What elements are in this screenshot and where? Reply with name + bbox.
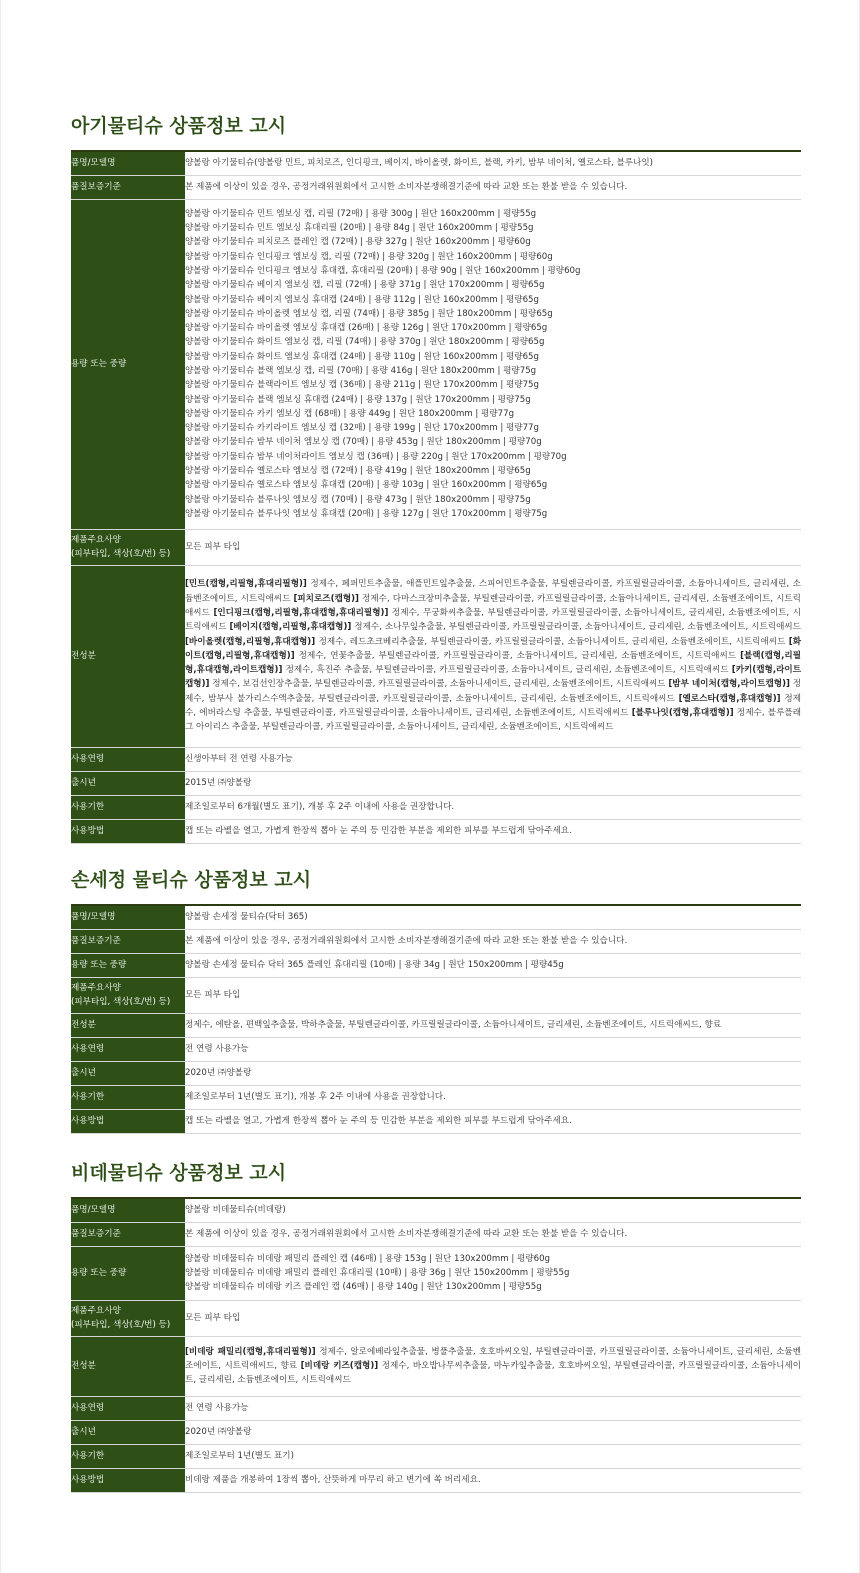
spec-line: 양볼랑 아기물티슈 바이올렛 엠보싱 휴대캡 (26매) | 용량 126g | 원단 170x200mm | 평량65g	[185, 323, 548, 334]
variant-heading: [바이올렛(캡형,리필형,휴대캡형)]	[185, 636, 316, 647]
row-label: 사용연령	[71, 1396, 185, 1420]
spec-line: 양볼랑 아기물티슈 블루나잇 엠보싱 캡 (70매) | 용량 473g | 원단 180x200mm | 평량75g	[185, 494, 531, 505]
row-value: 비데랑 제품을 개봉하여 1장씩 뽑아, 산뜻하게 마무리 하고 변기에 쏙 버리세요.	[185, 1468, 801, 1492]
info-row	[71, 953, 801, 977]
row-label: 사용연령	[71, 747, 185, 771]
row-value: 제조일로부터 1년(별도 표기)	[185, 1444, 801, 1468]
ingredient-list: 정제수, 에버라스팅 추출물, 부틸렌글라이콜, 카프릴릴글라이콜, 소듐아니세이트, 글리세린, 소듐벤조에이트, 시트릭애씨드	[185, 693, 801, 719]
row-label: 제품주요사양 (피부타입, 색상(호/번) 등)	[71, 977, 185, 1013]
info-row	[71, 1300, 801, 1336]
row-value: 2020년 ㈜양볼랑	[185, 1061, 801, 1085]
row-label: 사용방법	[71, 819, 185, 843]
info-row	[71, 1013, 801, 1037]
variant-heading: [카키(캡형,라이트캡형)]	[185, 665, 801, 690]
variant-heading: [옐로스타(캡형,휴대캡형)]	[678, 693, 781, 704]
row-value: 양볼랑 손세정 물티슈 닥터 365 플레인 휴대리필 (10매) | 용량 34g | 원단 150x200mm | 평량45g	[185, 953, 801, 977]
info-row	[71, 977, 801, 1013]
info-row	[71, 1109, 801, 1133]
spec-line: 양볼랑 아기물티슈 민트 엠보싱 캡, 리필 (72매) | 용량 300g | 원단 160x200mm | 평량55g	[185, 208, 537, 219]
section-title: 손세정 물티슈 상품정보 고시	[71, 869, 312, 891]
row-label: 전성분	[71, 1013, 185, 1037]
row-value: 본 제품에 이상이 있을 경우, 공정거래위원회에서 고시한 소비자분쟁해결기준에 따라 교환 또는 환불 받을 수 있습니다.	[185, 1222, 801, 1246]
ingredient-list: 정제수, 바오밥나무씨추출물, 마누카잎추출물, 호호바씨오일, 부틸렌글라이콜, 카프릴릴글라이콜, 소듐아니세이트, 글리세린, 소듐벤조에이트, 시트릭애씨드	[185, 1360, 801, 1386]
row-value	[185, 565, 801, 747]
row-label: 사용방법	[71, 1109, 185, 1133]
row-label: 출시년	[71, 771, 185, 795]
spec-line: 양볼랑 아기물티슈 베이지 엠보싱 휴대캡 (24매) | 용량 112g | 원단 160x200mm | 평량65g	[185, 294, 539, 305]
row-label: 품질보증기준	[71, 175, 185, 199]
row-label: 사용방법	[71, 1468, 185, 1492]
row-value: 제조일로부터 6개월(별도 표기), 개봉 후 2주 이내에 사용을 권장합니다.	[185, 795, 801, 819]
ingredients-text	[185, 577, 801, 734]
variant-heading: [화이트(캡형,리필형,휴대캡형)]	[185, 636, 801, 661]
row-value: 양볼랑 손세정 물티슈(닥터 365)	[185, 905, 801, 929]
info-row	[71, 529, 801, 565]
spec-line: 양볼랑 아기물티슈 바이올렛 엠보싱 캡, 리필 (74매) | 용량 385g | 원단 180x200mm | 평량65g	[185, 308, 553, 319]
variant-heading: [밤부 네이처(캡형,라이트캡형)]	[668, 679, 790, 690]
row-value	[185, 199, 801, 529]
row-value: 전 연령 사용가능	[185, 1396, 801, 1420]
info-row	[71, 1246, 801, 1300]
row-value: 양볼랑 아기물티슈(양볼랑 민트, 피치로즈, 인디핑크, 베이지, 바이올렛, 화이트, 블랙, 카키, 밤부 네이처, 옐로스타, 블루나잇)	[185, 151, 801, 175]
row-value: 2020년 ㈜양볼랑	[185, 1420, 801, 1444]
spec-line: 양볼랑 아기물티슈 블랙라이트 엠보싱 캡 (36매) | 용량 211g | 원단 170x200mm | 평량75g	[185, 380, 539, 391]
ingredient-list: 정제수, 흑진주 추출물, 부틸렌글라이콜, 카프릴릴글라이콜, 소듐아니세이트, 글리세린, 소듐벤조에이트, 시트릭애씨드	[282, 665, 732, 676]
row-label: 용량 또는 중량	[71, 199, 185, 529]
spec-line: 양볼랑 아기물티슈 민트 엠보싱 휴대리필 (20매) | 용량 84g | 원단 160x200mm | 평량55g	[185, 223, 534, 234]
ingredient-list: 정제수, 무궁화씨추출물, 부틸렌글라이콜, 카프릴릴글라이콜, 소듐아니세이트, 글리세린, 소듐벤조에이트, 시트릭애씨드	[185, 607, 801, 633]
section-title: 아기물티슈 상품정보 고시	[71, 115, 287, 137]
ingredient-list: 정제수, 연꽃추출물, 부틸렌글라이콜, 카프릴릴글라이콜, 소듐아니세이트, 글리세린, 소듐벤조에이트, 시트릭애씨드	[294, 650, 741, 661]
info-row	[71, 1336, 801, 1396]
spec-line: 양볼랑 아기물티슈 옐로스타 엠보싱 캡 (72매) | 용량 419g | 원단 180x200mm | 평량65g	[185, 466, 531, 477]
row-value: 모든 피부 타입	[185, 529, 801, 565]
row-value	[185, 1246, 801, 1300]
spec-line: 양볼랑 아기물티슈 옐로스타 엠보싱 휴대캡 (20매) | 용량 103g | 원단 160x200mm | 평량65g	[185, 480, 548, 491]
row-label: 제품주요사양 (피부타입, 색상(호/번) 등)	[71, 1300, 185, 1336]
row-value: 신생아부터 전 연령 사용가능	[185, 747, 801, 771]
info-row	[71, 565, 801, 747]
row-value: 정제수, 에탄올, 편백잎추출물, 박하추출물, 부틸렌글라이콜, 카프릴릴글라이콜, 소듐아니세이트, 글리세린, 소듐벤조에이트, 시트릭애씨드, 향료	[185, 1013, 801, 1037]
info-row	[71, 747, 801, 771]
row-label: 사용기한	[71, 795, 185, 819]
variant-heading: [베이지(캡형,리필형,휴대캡형)]	[229, 622, 352, 633]
ingredient-list: 정제수, 보검선인장추출물, 부틸렌글라이콜, 카프릴릴글라이콜, 소듐아니세이트, 글리세린, 소듐벤조에이트, 시트릭애씨드	[209, 679, 669, 690]
ingredient-list: 정제수, 알로에베라잎추출물, 병풀추출물, 호호바씨오일, 부틸렌글라이콜, 카프릴릴글라이콜, 소듐아니세이트, 글리세린, 소듐벤조에이트, 시트릭애씨드, 향료	[185, 1346, 801, 1371]
info-row	[71, 1444, 801, 1468]
ingredient-list: 정제수, 페퍼민트추출물, 애플민트잎추출물, 스피어민트추출물, 부틸렌글라이콜, 카프릴릴글라이콜, 소듐아니세이트, 글리세린, 소듐벤조에이트, 시트릭애씨드	[185, 579, 801, 604]
spec-line: 양볼랑 아기물티슈 화이트 엠보싱 캡, 리필 (74매) | 용량 370g | 원단 180x200mm | 평량65g	[185, 337, 545, 348]
variant-heading: [비데랑 패밀리(캡형,휴대리필형)]	[185, 1346, 316, 1357]
row-label: 품명/모델명	[71, 151, 185, 175]
info-row	[71, 1468, 801, 1492]
ingredient-list: 정제수, 밤부사 불가리스수액추출물, 부틸렌글라이콜, 카프릴릴글라이콜, 소듐아니세이트, 글리세린, 소듐벤조에이트, 시트릭애씨드	[185, 679, 801, 704]
row-label: 출시년	[71, 1420, 185, 1444]
row-label: 사용기한	[71, 1444, 185, 1468]
spec-line: 양볼랑 아기물티슈 밤부 네이처라이트 엠보싱 캡 (36매) | 용량 220g | 원단 170x200mm | 평량70g	[185, 451, 567, 462]
ingredients-text	[185, 1345, 801, 1388]
row-value: 양볼랑 비데물티슈(비데랑)	[185, 1198, 801, 1222]
variant-heading: [블랙(캡형,리필형,휴대캡형,라이트캡형)]	[185, 650, 801, 676]
spec-lines	[185, 207, 801, 522]
spec-lines	[185, 1252, 801, 1295]
info-row	[71, 795, 801, 819]
ingredient-list: 정제수, 다마스크장미추출물, 부틸렌글라이콜, 카프릴릴글라이콜, 소듐아니세이트, 글리세린, 소듐벤조에이트, 시트릭애씨드	[185, 593, 801, 618]
spec-line: 양볼랑 아기물티슈 카키 엠보싱 캡 (68매) | 용량 449g | 원단 180x200mm | 평량77g	[185, 408, 515, 419]
variant-heading: [민트(캡형,리필형,휴대리필형)]	[185, 579, 307, 590]
info-row	[71, 1420, 801, 1444]
row-value: 2015년 ㈜양볼랑	[185, 771, 801, 795]
spec-line: 양볼랑 비데물티슈 비데랑 키즈 플레인 캡 (46매) | 용량 140g | 원단 130x200mm | 평량55g	[185, 1282, 542, 1293]
spec-line: 양볼랑 아기물티슈 카키라이트 엠보싱 캡 (32매) | 용량 199g | 원단 170x200mm | 평량77g	[185, 423, 539, 434]
row-value: 본 제품에 이상이 있을 경우, 공정거래위원회에서 고시한 소비자분쟁해결기준에 따라 교환 또는 환불 받을 수 있습니다.	[185, 929, 801, 953]
spec-line: 양볼랑 아기물티슈 블랙 엠보싱 휴대캡 (24매) | 용량 137g | 원단 170x200mm | 평량75g	[185, 394, 531, 405]
row-value: 캡 또는 라벨을 열고, 가볍게 한장씩 뽑아 눈 주의 등 민감한 부분을 제외한 피부를 부드럽게 닦아주세요.	[185, 1109, 801, 1133]
ingredient-list: 정제수, 레드초크베리추출물, 부틸렌글라이콜, 카프릴릴글라이콜, 소듐아니세이트, 글리세린, 소듐벤조에이트, 시트릭애씨드	[315, 636, 789, 647]
variant-heading: [블루나잇(캡형,휴대캡형)]	[631, 708, 734, 719]
info-row	[71, 1061, 801, 1085]
info-row	[71, 905, 801, 929]
row-value: 본 제품에 이상이 있을 경우, 공정거래위원회에서 고시한 소비자분쟁해결기준에 따라 교환 또는 환불 받을 수 있습니다.	[185, 175, 801, 199]
info-row	[71, 1037, 801, 1061]
row-label: 제품주요사양 (피부타입, 색상(호/번) 등)	[71, 529, 185, 565]
row-value: 제조일로부터 1년(별도 표기), 개봉 후 2주 이내에 사용을 권장합니다.	[185, 1085, 801, 1109]
row-label: 품명/모델명	[71, 1198, 185, 1222]
row-value: 모든 피부 타입	[185, 977, 801, 1013]
variant-heading: [인디핑크(캡형,리필형,휴대캡형,휴대리필형)]	[213, 607, 389, 618]
info-row	[71, 1198, 801, 1222]
row-label: 품질보증기준	[71, 1222, 185, 1246]
variant-heading: [피치로즈(캡형)]	[293, 593, 359, 604]
spec-line: 양볼랑 비데물티슈 비데랑 패밀리 플레인 휴대리필 (10매) | 용량 36g | 원단 150x200mm | 평량55g	[185, 1267, 570, 1278]
spec-line: 양볼랑 아기물티슈 피치로즈 플레인 캡 (72매) | 용량 327g | 원단 160x200mm | 평량60g	[185, 237, 531, 248]
row-label: 용량 또는 중량	[71, 1246, 185, 1300]
row-label: 전성분	[71, 565, 185, 747]
ingredient-list: 정제수, 블루플래그 아이리스 추출물, 부틸렌글라이콜, 카프릴릴글라이콜, 소듐아니세이트, 글리세린, 소듐벤조에이트, 시트릭애씨드	[185, 708, 801, 733]
row-value: 전 연령 사용가능	[185, 1037, 801, 1061]
row-label: 품질보증기준	[71, 929, 185, 953]
row-label: 용량 또는 중량	[71, 953, 185, 977]
row-label: 사용연령	[71, 1037, 185, 1061]
product-info-table	[71, 1197, 801, 1493]
info-row	[71, 199, 801, 529]
info-row	[71, 771, 801, 795]
spec-line: 양볼랑 아기물티슈 인디핑크 엠보싱 캡, 리필 (72매) | 용량 320g | 원단 160x200mm | 평량60g	[185, 251, 553, 262]
spec-line: 양볼랑 아기물티슈 화이트 엠보싱 휴대캡 (24매) | 용량 110g | 원단 160x200mm | 평량65g	[185, 351, 539, 362]
ingredient-list: 정제수, 소나무잎추출물, 부틸렌글라이콜, 카프릴릴글라이콜, 소듐아니세이트, 글리세린, 소듐벤조에이트, 시트릭애씨드	[351, 622, 801, 633]
spec-line: 양볼랑 아기물티슈 인디핑크 엠보싱 휴대캡, 휴대리필 (20매) | 용량 90g | 원단 160x200mm | 평량60g	[185, 265, 581, 276]
row-value: 모든 피부 타입	[185, 1300, 801, 1336]
info-row	[71, 929, 801, 953]
info-row	[71, 1396, 801, 1420]
row-value: 캡 또는 라벨을 열고, 가볍게 한장씩 뽑아 눈 주의 등 민감한 부분을 제외한 피부를 부드럽게 닦아주세요.	[185, 819, 801, 843]
info-row	[71, 1085, 801, 1109]
section-bidet-wipes	[71, 1159, 801, 1493]
row-label: 전성분	[71, 1336, 185, 1396]
variant-heading: [비데랑 키즈(캡형)]	[300, 1360, 379, 1371]
section-baby-wipes	[71, 112, 801, 844]
row-value	[185, 1336, 801, 1396]
spec-line: 양볼랑 아기물티슈 블랙 엠보싱 캡, 리필 (70매) | 용량 416g | 원단 180x200mm | 평량75g	[185, 366, 537, 376]
info-row	[71, 1222, 801, 1246]
spec-line: 양볼랑 비데물티슈 비데랑 패밀리 플레인 캡 (46매) | 용량 153g | 원단 130x200mm | 평량60g	[185, 1253, 550, 1264]
info-row	[71, 819, 801, 843]
section-title: 비데물티슈 상품정보 고시	[71, 1162, 287, 1184]
row-label: 품명/모델명	[71, 905, 185, 929]
info-row	[71, 175, 801, 199]
section-hand-wipes	[71, 866, 801, 1134]
spec-line: 양볼랑 아기물티슈 블루나잇 엠보싱 휴대캡 (20매) | 용량 127g | 원단 170x200mm | 평량75g	[185, 508, 548, 519]
spec-line: 양볼랑 아기물티슈 베이지 엠보싱 캡, 리필 (72매) | 용량 371g | 원단 170x200mm | 평량65g	[185, 280, 545, 291]
row-label: 출시년	[71, 1061, 185, 1085]
info-row	[71, 151, 801, 175]
product-info-table	[71, 904, 801, 1134]
spec-line: 양볼랑 아기물티슈 밤부 네이처 엠보싱 캡 (70매) | 용량 453g | 원단 180x200mm | 평량70g	[185, 437, 542, 448]
row-label: 사용기한	[71, 1085, 185, 1109]
product-info-table	[71, 150, 801, 844]
